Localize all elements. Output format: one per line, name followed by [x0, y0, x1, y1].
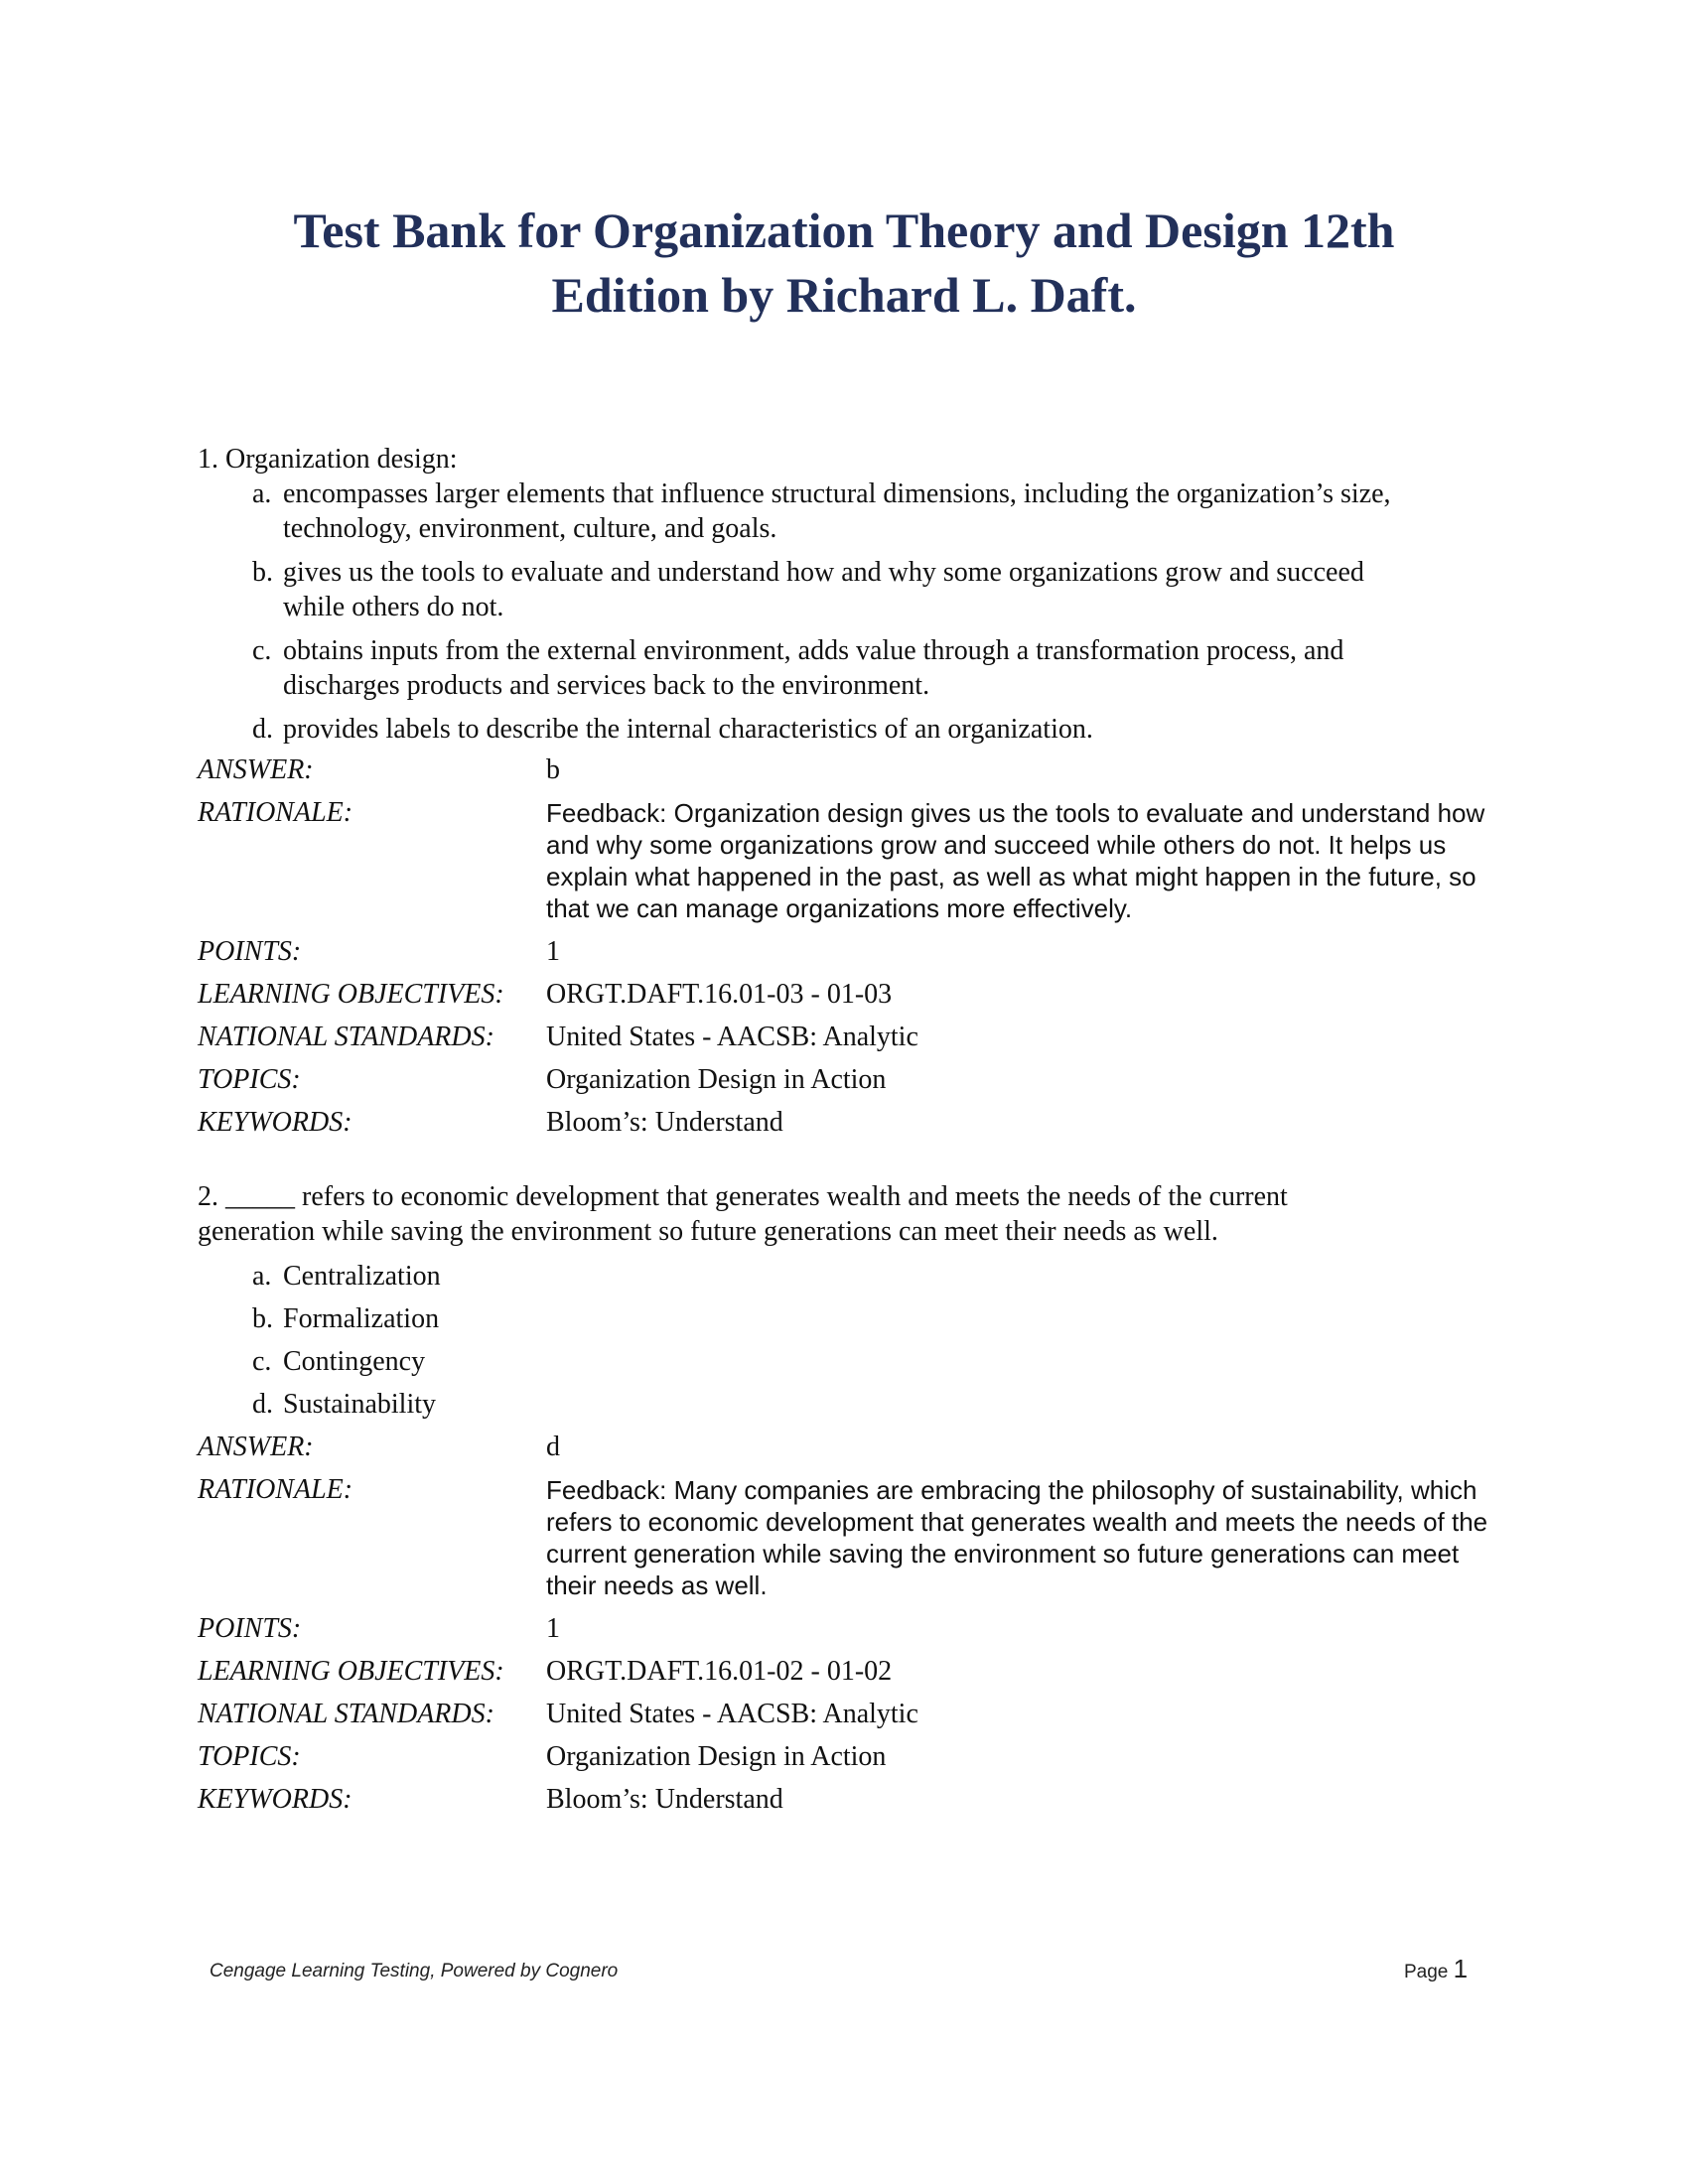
document-title [149, 199, 1539, 328]
points-label: POINTS: [198, 1613, 302, 1644]
choice-text: Centralization [283, 1261, 441, 1292]
points-row [198, 1607, 1488, 1650]
standards-value: United States - AACSB: Analytic [546, 1699, 918, 1729]
choice-text: Sustainability [283, 1389, 436, 1420]
answer-value: b [546, 754, 560, 785]
title-line-2: Edition by Richard L. Daft. [551, 267, 1137, 323]
topics-row [198, 1058, 1488, 1101]
keywords-label: KEYWORDS: [198, 1107, 352, 1138]
choice-a [198, 1255, 1488, 1297]
answer-row [198, 1426, 1488, 1468]
choice-d [198, 712, 1488, 747]
choice-letter: c. [252, 1346, 272, 1377]
points-label: POINTS: [198, 936, 302, 967]
topics-label: TOPICS: [198, 1064, 301, 1095]
standards-row [198, 1016, 1488, 1058]
keywords-label: KEYWORDS: [198, 1784, 352, 1815]
choice-letter: b. [252, 557, 273, 588]
choice-a [198, 477, 1488, 546]
rationale-label: RATIONALE: [198, 797, 353, 828]
page-number-value: 1 [1453, 1954, 1469, 1983]
keywords-value: Bloom’s: Understand [546, 1784, 783, 1815]
keywords-value: Bloom’s: Understand [546, 1107, 783, 1138]
choice-b [198, 555, 1488, 624]
standards-row [198, 1693, 1488, 1735]
rationale-label: RATIONALE: [198, 1474, 353, 1505]
footer-credit: Cengage Learning Testing, Powered by Cognero [210, 1961, 619, 1981]
question-metadata [198, 1426, 1488, 1821]
choice-text: gives us the tools to evaluate and understand how and why some organizations grow and succeed while others do not. [283, 557, 1364, 622]
objectives-label: LEARNING OBJECTIVES: [198, 1656, 504, 1687]
points-value: 1 [546, 1613, 560, 1644]
choice-d [198, 1383, 1488, 1426]
choice-text: Contingency [283, 1346, 426, 1377]
question-metadata [198, 749, 1488, 1144]
objectives-value: ORGT.DAFT.16.01-03 - 01-03 [546, 979, 893, 1010]
objectives-label: LEARNING OBJECTIVES: [198, 979, 504, 1010]
points-row [198, 930, 1488, 973]
choice-letter: b. [252, 1303, 273, 1334]
rationale-row [198, 791, 1488, 930]
choice-text: encompasses larger elements that influence structural dimensions, including the organization’s size, technology, environment, culture, and goals. [283, 478, 1391, 544]
rationale-text: Feedback: Organization design gives us the tools to evaluate and understand how and why some organizations grow and succeed while others do not. It helps us explain what happened in the past, as well as what might happen in the future, so that we can manage organizations more effectively. [546, 798, 1485, 923]
question-stem: 2. _____ refers to economic development that generates wealth and meets the needs of the current generation while saving the environment so future generations can meet their needs as well. [198, 1181, 1288, 1247]
topics-value: Organization Design in Action [546, 1064, 887, 1095]
choice-text: obtains inputs from the external environment, adds value through a transformation process, and discharges products and services back to the environment. [283, 635, 1344, 701]
objectives-row [198, 973, 1488, 1016]
choice-letter: c. [252, 635, 272, 666]
title-line-1: Test Bank for Organization Theory and Design 12th [293, 203, 1395, 258]
choice-text: Formalization [283, 1303, 440, 1334]
question-1 [198, 442, 1488, 1144]
question-2 [198, 1179, 1488, 1821]
choice-list [198, 477, 1488, 747]
standards-label: NATIONAL STANDARDS: [198, 1699, 494, 1729]
choice-c [198, 633, 1488, 703]
choice-letter: d. [252, 1389, 273, 1420]
standards-label: NATIONAL STANDARDS: [198, 1022, 494, 1052]
keywords-row [198, 1778, 1488, 1821]
answer-value: d [546, 1432, 560, 1462]
answer-row [198, 749, 1488, 791]
choice-letter: a. [252, 478, 272, 509]
answer-label: ANSWER: [198, 754, 314, 785]
choice-list [198, 1255, 1488, 1426]
objectives-row [198, 1650, 1488, 1693]
points-value: 1 [546, 936, 560, 967]
choice-letter: d. [252, 714, 273, 745]
rationale-text: Feedback: Many companies are embracing the philosophy of sustainability, which refers to economic development that generates wealth and meets the needs of the current generation while saving the environment so future generations can meet their needs as well. [546, 1475, 1488, 1600]
objectives-value: ORGT.DAFT.16.01-02 - 01-02 [546, 1656, 893, 1687]
topics-value: Organization Design in Action [546, 1741, 887, 1772]
choice-text: provides labels to describe the internal characteristics of an organization. [283, 714, 1093, 745]
choice-b [198, 1297, 1488, 1340]
page-label: Page [1404, 1962, 1449, 1982]
choice-c [198, 1340, 1488, 1383]
choice-letter: a. [252, 1261, 272, 1292]
standards-value: United States - AACSB: Analytic [546, 1022, 918, 1052]
answer-label: ANSWER: [198, 1432, 314, 1462]
topics-row [198, 1735, 1488, 1778]
rationale-row [198, 1468, 1488, 1607]
question-stem: 1. Organization design: [198, 444, 458, 475]
topics-label: TOPICS: [198, 1741, 301, 1772]
page-number [1404, 1954, 1468, 1984]
keywords-row [198, 1101, 1488, 1144]
